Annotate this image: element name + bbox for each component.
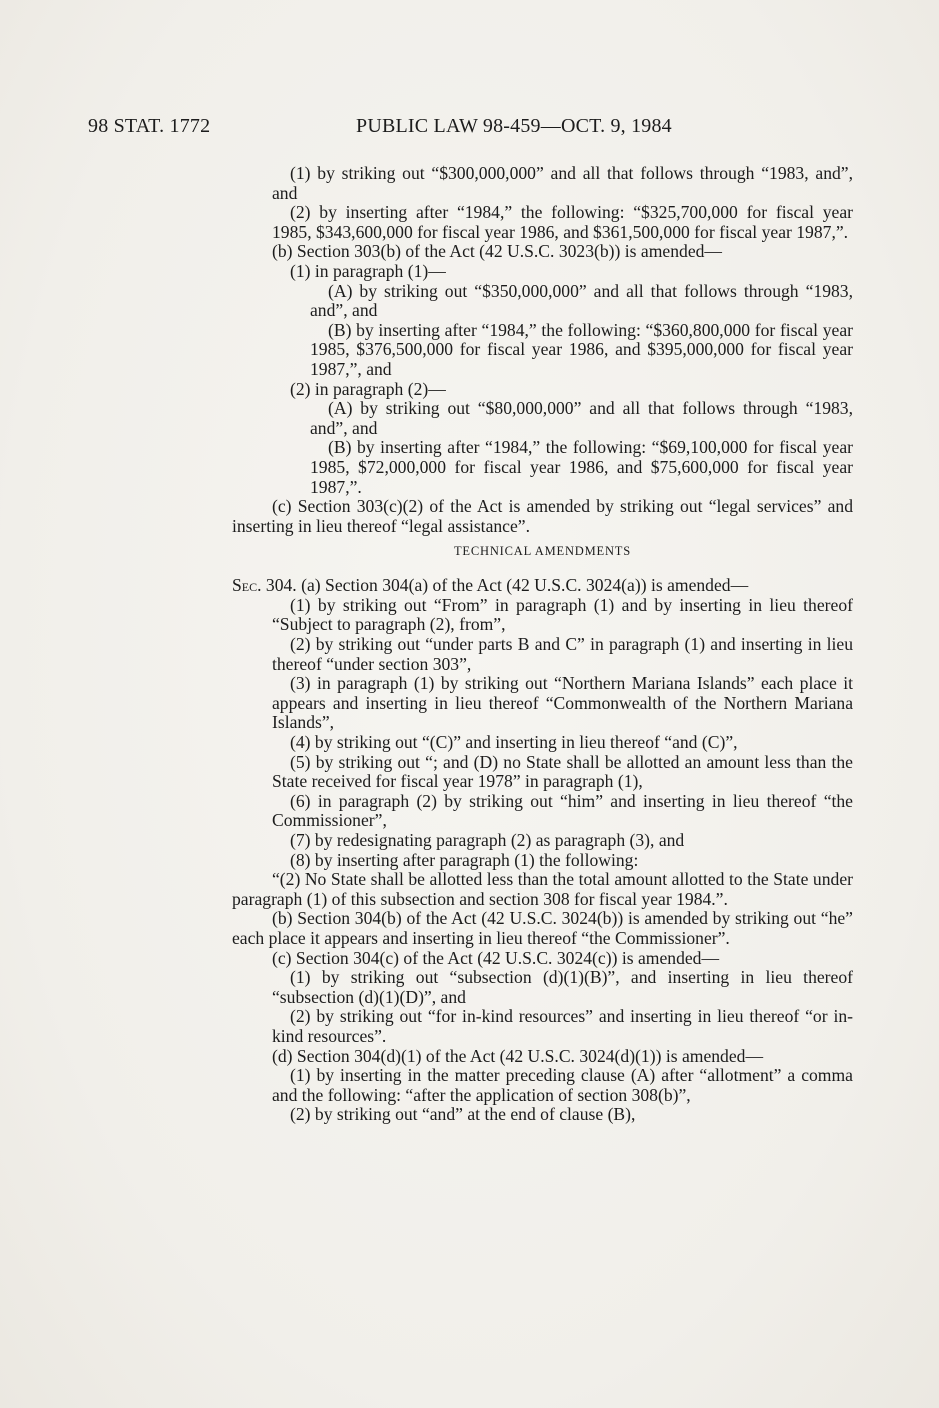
paragraph: (2) by striking out “under parts B and C” in paragraph (1) and inserting in lieu thereof “under section 303”, [272,634,853,674]
paragraph: (6) in paragraph (2) by striking out “him” and inserting in lieu thereof “the Commissioner”, [272,790,853,831]
paragraph: (3) in paragraph (1) by striking out “Northern Mariana Islands” each place it appears and inserting in lieu thereof “Commonwealth of the Northern Mariana Islands”, [272,673,853,733]
paragraph: (1) by inserting in the matter preceding clause (A) after “allotment” a comma and the following: “after the application of section 308(b)”, [272,1065,853,1105]
paragraph: (B) by inserting after “1984,” the following: “$360,800,000 for fiscal year 1985, $376,500,000 for fiscal year 1986, and $395,000,000 for fiscal year 1987,”, and [310,319,853,379]
paragraph: (2) by striking out “for in-kind resources” and inserting in lieu thereof “or in-kind resources”. [272,1006,853,1046]
paragraph: (1) in paragraph (1)— [290,260,446,281]
paragraph: (c) Section 303(c)(2) of the Act is amended by striking out “legal services” and inserting in lieu thereof “legal assistance”. [232,496,853,536]
paragraph: (b) Section 304(b) of the Act (42 U.S.C. 3024(b)) is amended by striking out “he” each place it appears and inserting in lieu thereof “the Commissioner”. [232,908,853,948]
paragraph: (b) Section 303(b) of the Act (42 U.S.C. 3023(b)) is amended— [272,241,723,262]
paragraph: (B) by inserting after “1984,” the following: “$69,100,000 for fiscal year 1985, $72,000,000 for fiscal year 1986, and $75,600,000 for fiscal year 1987,”. [310,437,853,497]
paragraph: (7) by redesignating paragraph (2) as paragraph (3), and [290,830,685,850]
body-text [232,164,853,1125]
running-title: PUBLIC LAW 98-459—OCT. 9, 1984 [356,115,672,137]
paragraph: (1) by striking out “From” in paragraph (1) and by inserting in lieu thereof “Subject to paragraph (2), from”, [272,594,853,635]
paragraph: (5) by striking out “; and (D) no State shall be allotted an amount less than the State received for fiscal year 1978” in paragraph (1), [272,751,853,792]
section-paragraph [232,576,853,596]
paragraph: (d) Section 304(d)(1) of the Act (42 U.S.C. 3024(d)(1)) is amended— [272,1045,764,1066]
paragraph: (1) by striking out “$300,000,000” and all that follows through “1983, and”, and [272,163,853,203]
paragraph: (A) by striking out “$350,000,000” and all that follows through “1983, and”, and [310,280,853,321]
paragraph: (2) in paragraph (2)— [290,378,446,399]
paragraph: (A) by striking out “$80,000,000” and all that follows through “1983, and”, and [310,398,853,438]
running-head [88,115,738,141]
paragraph: (4) by striking out “(C)” and inserting in lieu thereof “and (C)”, [290,732,738,753]
section-heading: TECHNICAL AMENDMENTS [454,544,631,559]
paragraph: (8) by inserting after paragraph (1) the following: [290,849,639,870]
paragraph: (1) by striking out “subsection (d)(1)(B)”, and inserting in lieu thereof “subsection (d)(1)(D)”, and [272,967,853,1007]
paragraph: (2) by striking out “and” at the end of clause (B), [290,1104,636,1125]
section-number: Sec. 304. [232,575,297,596]
paragraph: (2) by inserting after “1984,” the following: “$325,700,000 for fiscal year 1985, $343,600,000 for fiscal year 1986, and $361,500,000 for fiscal year 1987,”. [272,202,853,242]
paragraph: (c) Section 304(c) of the Act (42 U.S.C. 3024(c)) is amended— [272,947,720,968]
paragraph: “(2) No State shall be allotted less than the total amount allotted to the State under paragraph (1) of this subsection and section 308 for fiscal year 1984.”. [232,869,853,909]
page-folio: 98 STAT. 1772 [88,115,211,137]
section-text: (a) Section 304(a) of the Act (42 U.S.C. 3024(a)) is amended— [296,575,749,596]
